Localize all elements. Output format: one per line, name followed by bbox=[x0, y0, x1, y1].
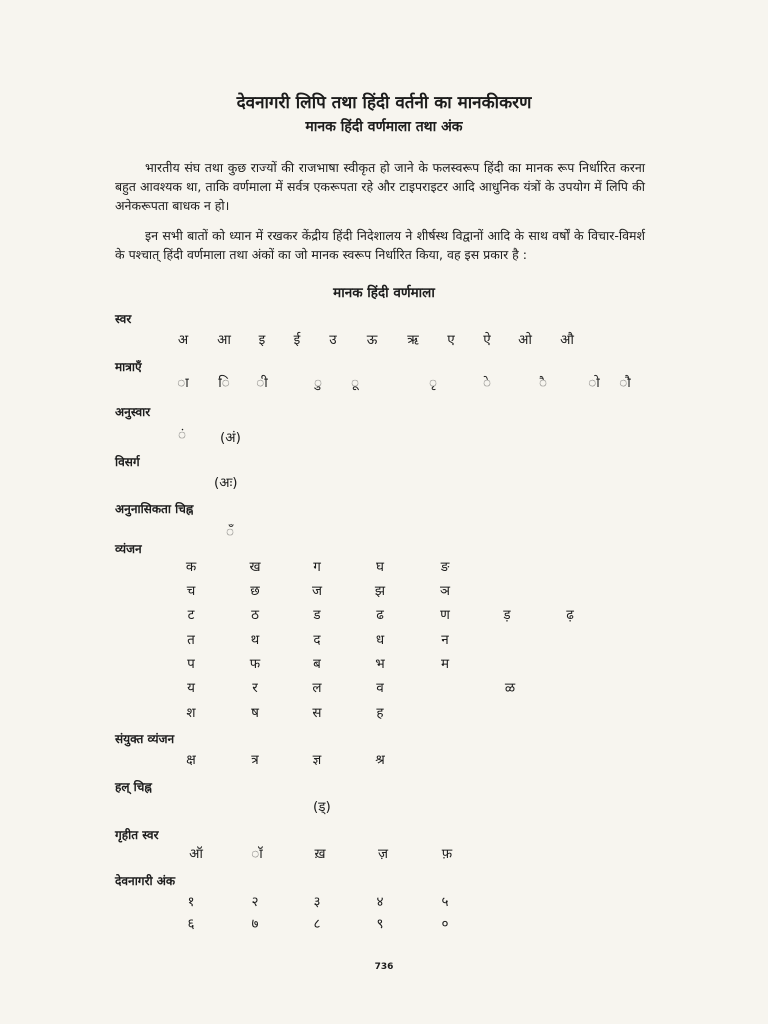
vyanjan-letter: श bbox=[186, 705, 196, 721]
page-title: देवनागरी लिपि तथा हिंदी वर्तनी का मानकीकरण bbox=[236, 93, 532, 113]
intro-paragraph-1: भारतीय संघ तथा कुछ राज्यों की राजभाषा स्वीकृत हो जाने के फलस्वरूप हिंदी का मानक रूप निर्धारित करना बहुत आवश्यक था, ताकि वर्णमाला में सर्वत्र एकरूपता रहे और टाइपराइटर आदि आधुनिक यंत्रों के उपयोग में लिपि की अनेकरूपता बाधक न हो। bbox=[115, 160, 645, 213]
sanyukt-letter: त्र bbox=[251, 752, 259, 768]
hal-example: (ड्) bbox=[313, 799, 331, 815]
matra-sign: ृ bbox=[428, 375, 438, 391]
vyanjan-letter: द bbox=[313, 632, 321, 648]
page-subtitle: मानक हिंदी वर्णमाला तथा अंक bbox=[305, 119, 463, 135]
section-label-hal: हल् चिह्न bbox=[115, 780, 152, 794]
anusvar-example: (अं) bbox=[220, 430, 241, 446]
swar-letter: ए bbox=[447, 332, 455, 348]
vyanjan-letter: ळ bbox=[504, 680, 516, 696]
swar-letter: अ bbox=[177, 332, 189, 348]
section-label-swar: स्वर bbox=[115, 312, 132, 326]
section-label-matra: मात्राएँ bbox=[115, 360, 142, 374]
vyanjan-letter: ह bbox=[376, 705, 384, 721]
vyanjan-letter: स bbox=[312, 705, 322, 721]
section-label-visarg: विसर्ग bbox=[115, 455, 140, 469]
grihit-letter: ॉ bbox=[251, 846, 263, 862]
vyanjan-letter: ठ bbox=[251, 607, 259, 623]
grihit-letter: फ़ bbox=[441, 846, 453, 862]
matra-sign: ि bbox=[218, 375, 230, 391]
vyanjan-letter: ढ़ bbox=[566, 607, 574, 623]
visarg-example: (अः) bbox=[214, 475, 238, 491]
swar-letter: औ bbox=[560, 332, 574, 348]
vyanjan-letter: ध bbox=[375, 632, 385, 648]
digit: ० bbox=[441, 916, 449, 932]
vyanjan-letter: त bbox=[187, 632, 195, 648]
grihit-letter: ख़ bbox=[314, 846, 326, 862]
sanyukt-letter: ज्ञ bbox=[312, 752, 322, 768]
vyanjan-letter: ञ bbox=[439, 583, 451, 599]
digit: ४ bbox=[376, 894, 384, 910]
swar-letter: ऋ bbox=[407, 332, 419, 348]
swar-letter: ई bbox=[293, 332, 301, 348]
matra-sign: ै bbox=[538, 375, 548, 391]
vyanjan-letter: प bbox=[187, 656, 195, 672]
vyanjan-letter: र bbox=[252, 680, 258, 696]
anunasik-symbol: ँ bbox=[226, 524, 235, 540]
grihit-letter: ज़ bbox=[377, 846, 389, 862]
section-label-ank: देवनागरी अंक bbox=[115, 874, 176, 888]
vyanjan-letter: फ bbox=[249, 656, 261, 672]
vyanjan-letter: थ bbox=[250, 632, 260, 648]
vyanjan-letter: य bbox=[187, 680, 195, 696]
digit: २ bbox=[251, 894, 259, 910]
section-label-anusvar: अनुस्वार bbox=[115, 405, 151, 419]
digit: १ bbox=[187, 894, 195, 910]
grihit-letter: ऑ bbox=[189, 846, 203, 862]
swar-letter: उ bbox=[329, 332, 337, 348]
page-number: 736 bbox=[374, 962, 394, 972]
vyanjan-letter: न bbox=[441, 632, 449, 648]
vyanjan-letter: ण bbox=[440, 607, 450, 623]
vyanjan-letter: घ bbox=[376, 559, 384, 575]
vyanjan-letter: व bbox=[376, 680, 384, 696]
vyanjan-letter: क bbox=[185, 559, 197, 575]
vyanjan-letter: च bbox=[186, 583, 196, 599]
digit: ८ bbox=[313, 916, 321, 932]
matra-sign: ा bbox=[177, 375, 189, 391]
digit: ९ bbox=[376, 916, 384, 932]
section-label-anunasik: अनुनासिकता चिह्न bbox=[115, 502, 194, 516]
alphabet-heading: मानक हिंदी वर्णमाला bbox=[333, 285, 435, 301]
matra-sign: ु bbox=[313, 375, 323, 391]
matra-sign: ो bbox=[588, 375, 600, 391]
vyanjan-letter: ङ bbox=[440, 559, 450, 575]
vyanjan-letter: ड bbox=[313, 607, 321, 623]
anusvar-symbol: ं bbox=[178, 427, 187, 443]
vyanjan-letter: छ bbox=[250, 583, 260, 599]
vyanjan-letter: झ bbox=[374, 583, 386, 599]
digit: ६ bbox=[187, 916, 195, 932]
swar-letter: ऊ bbox=[366, 332, 378, 348]
vyanjan-letter: ग bbox=[313, 559, 321, 575]
vyanjan-letter: भ bbox=[375, 656, 385, 672]
section-label-vyanjan: व्यंजन bbox=[115, 542, 142, 556]
sanyukt-letter: क्ष bbox=[186, 752, 196, 768]
digit: ५ bbox=[441, 894, 449, 910]
swar-letter: आ bbox=[217, 332, 231, 348]
matra-sign: ी bbox=[256, 375, 268, 391]
vyanjan-letter: ज bbox=[311, 583, 323, 599]
vyanjan-letter: ट bbox=[187, 607, 195, 623]
digit: ३ bbox=[313, 894, 321, 910]
vyanjan-letter: ब bbox=[313, 656, 321, 672]
vyanjan-letter: म bbox=[440, 656, 450, 672]
vyanjan-letter: ढ bbox=[376, 607, 384, 623]
section-label-sanyukt: संयुक्त व्यंजन bbox=[115, 732, 175, 746]
digit: ७ bbox=[251, 916, 259, 932]
vyanjan-letter: ल bbox=[312, 680, 322, 696]
swar-letter: ओ bbox=[518, 332, 532, 348]
vyanjan-letter: ड़ bbox=[503, 607, 511, 623]
swar-letter: इ bbox=[258, 332, 266, 348]
sanyukt-letter: श्र bbox=[375, 752, 385, 768]
matra-sign: ौ bbox=[619, 375, 631, 391]
swar-letter: ऐ bbox=[483, 332, 491, 348]
vyanjan-letter: ष bbox=[251, 705, 259, 721]
intro-paragraph-2: इन सभी बातों को ध्यान में रखकर केंद्रीय हिंदी निदेशालय ने शीर्षस्थ विद्वानों आदि के साथ वर्षों के विचार-विमर्श के पश्चात् हिंदी वर्णमाला तथा अंकों का जो मानक स्वरूप निर्धारित किया, वह इस प्रकार है : bbox=[115, 228, 645, 262]
matra-sign: ू bbox=[350, 375, 360, 391]
vyanjan-letter: ख bbox=[249, 559, 261, 575]
matra-sign: े bbox=[482, 375, 492, 391]
section-label-grihit: गृहीत स्वर bbox=[115, 828, 159, 842]
